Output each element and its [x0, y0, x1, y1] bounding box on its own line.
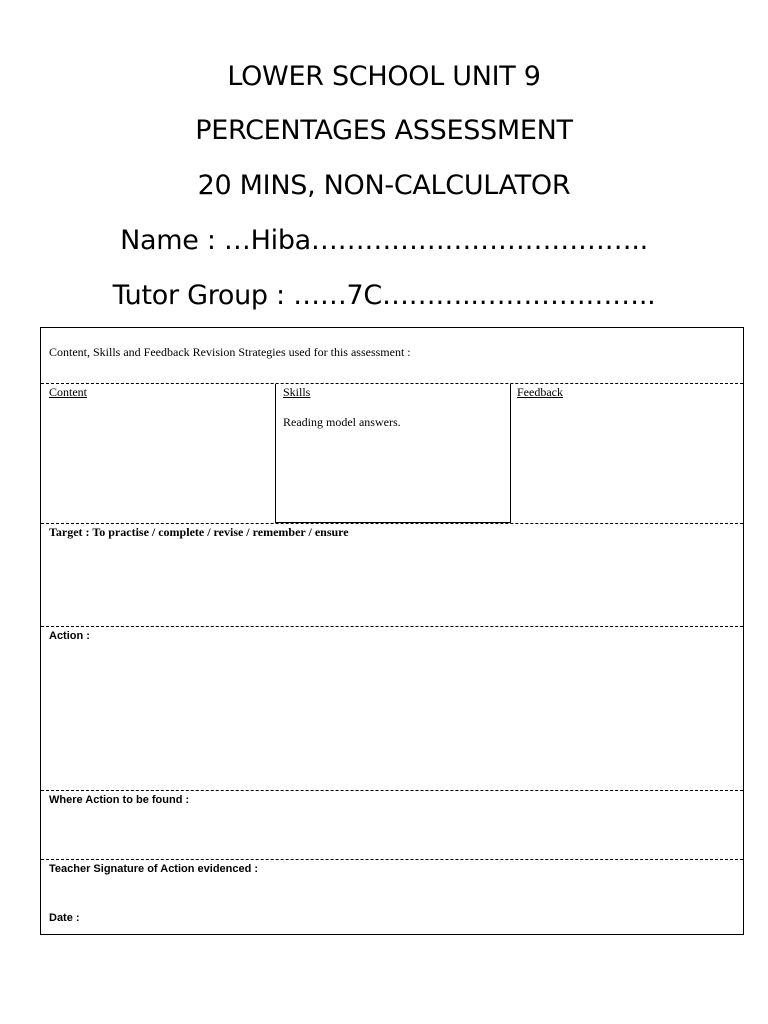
divider	[41, 383, 743, 384]
skills-value: Reading model answers.	[283, 415, 401, 429]
skills-label: Skills	[283, 385, 311, 399]
target-line	[49, 525, 349, 540]
action-label: Action :	[49, 630, 90, 642]
column-divider	[275, 384, 276, 522]
strategies-heading: Content, Skills and Feedback Revision Strategies used for this assessment :	[49, 345, 411, 359]
tutor-group-line: Tutor Group : ……7C………..………………..	[112, 280, 656, 311]
feedback-label: Feedback	[517, 385, 563, 399]
unit-title: LOWER SCHOOL UNIT 9	[227, 61, 541, 92]
date-label: Date :	[49, 912, 80, 924]
teacher-signature-label: Teacher Signature of Action evidenced :	[49, 863, 259, 875]
column-divider	[510, 384, 511, 522]
divider	[41, 626, 743, 627]
divider	[41, 523, 743, 524]
target-prefix: Target :	[49, 525, 93, 539]
assessment-conditions: 20 MINS, NON-CALCULATOR	[197, 170, 571, 201]
feedback-form	[40, 327, 744, 935]
divider	[41, 859, 743, 860]
target-options: To practise / complete / revise / remember / ensure	[92, 525, 349, 539]
divider	[41, 790, 743, 791]
content-label: Content	[49, 385, 87, 399]
where-action-label: Where Action to be found :	[49, 794, 190, 806]
assessment-title: PERCENTAGES ASSESSMENT	[195, 115, 573, 146]
student-name-line: Name : …Hiba………………………………..	[120, 225, 648, 256]
